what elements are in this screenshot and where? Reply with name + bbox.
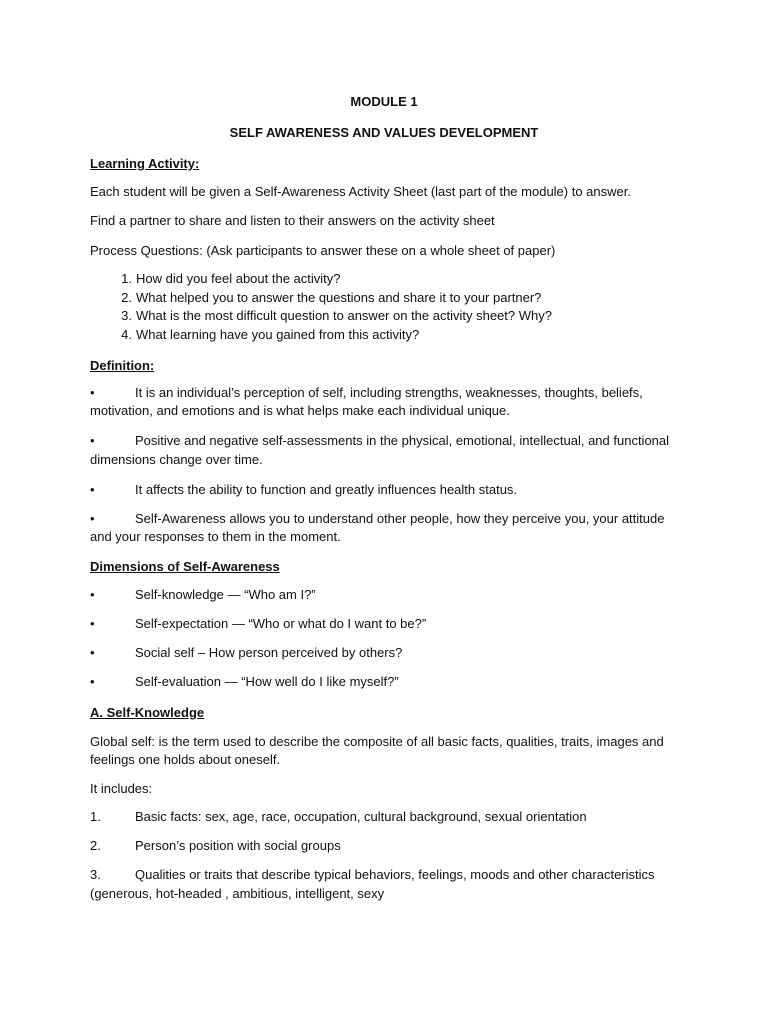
list-number: 2. (90, 838, 101, 853)
includes-label: It includes: (90, 781, 153, 796)
list-item-text: It affects the ability to function and greatly influences health status. (135, 482, 518, 497)
list-item-text: Basic facts: sex, age, race, occupation, cultural background, sexual orientation (135, 809, 587, 824)
list-item-text: Qualities or traits that describe typical behaviors, feelings, moods and other characteristics (135, 867, 655, 882)
list-item-text-continued: dimensions change over time. (90, 452, 263, 467)
definition-heading: Definition: (90, 358, 155, 373)
bullet-icon: • (90, 616, 95, 631)
global-self-paragraph: Global self: is the term used to describe the composite of all basic facts, qualities, traits, images and (90, 734, 664, 749)
module-subtitle: SELF AWARENESS AND VALUES DEVELOPMENT (229, 125, 539, 140)
list-item-text: It is an individual’s perception of self, including strengths, weaknesses, thoughts, beliefs, (135, 385, 643, 400)
global-self-paragraph-continued: feelings one holds about oneself. (90, 752, 281, 767)
list-item-text: What learning have you gained from this activity? (136, 327, 420, 342)
list-item-text: Self-evaluation — “How well do I like myself?” (135, 674, 399, 689)
list-item-text-continued: (generous, hot-headed , ambitious, intelligent, sexy (90, 886, 385, 901)
list-number: 4. (121, 327, 132, 342)
list-item-text: What is the most difficult question to answer on the activity sheet? Why? (136, 308, 552, 323)
dimensions-heading: Dimensions of Self-Awareness (90, 559, 280, 574)
list-item-text: Positive and negative self-assessments in the physical, emotional, intellectual, and functional (135, 433, 670, 448)
learning-activity-paragraph-2: Find a partner to share and listen to their answers on the activity sheet (90, 213, 495, 228)
list-number: 1. (90, 809, 101, 824)
learning-activity-paragraph-1: Each student will be given a Self-Awareness Activity Sheet (last part of the module) to answer. (90, 184, 631, 199)
list-item-text: Self-Awareness allows you to understand other people, how they perceive you, your attitude (135, 511, 665, 526)
process-questions-paragraph: Process Questions: (Ask participants to answer these on a whole sheet of paper) (90, 243, 556, 258)
list-item-text: Self-knowledge — “Who am I?” (135, 587, 316, 602)
list-item-text: Person’s position with social groups (135, 838, 341, 853)
list-item-text: How did you feel about the activity? (136, 271, 341, 286)
bullet-icon: • (90, 645, 95, 660)
bullet-icon: • (90, 385, 95, 400)
list-number: 3. (121, 308, 132, 323)
bullet-icon: • (90, 482, 95, 497)
list-number: 2. (121, 290, 132, 305)
module-title: MODULE 1 (350, 94, 418, 109)
list-item-text: Social self – How person perceived by others? (135, 645, 403, 660)
bullet-icon: • (90, 674, 95, 689)
list-item-text: What helped you to answer the questions and share it to your partner? (136, 290, 542, 305)
list-number: 1. (121, 271, 132, 286)
self-knowledge-heading: A. Self-Knowledge (90, 705, 205, 720)
bullet-icon: • (90, 511, 95, 526)
list-number: 3. (90, 867, 101, 882)
bullet-icon: • (90, 433, 95, 448)
list-item-text-continued: motivation, and emotions and is what helps make each individual unique. (90, 403, 510, 418)
list-item-text-continued: and your responses to them in the moment. (90, 529, 341, 544)
learning-activity-heading: Learning Activity: (90, 156, 200, 171)
bullet-icon: • (90, 587, 95, 602)
list-item-text: Self-expectation — “Who or what do I want to be?” (135, 616, 427, 631)
